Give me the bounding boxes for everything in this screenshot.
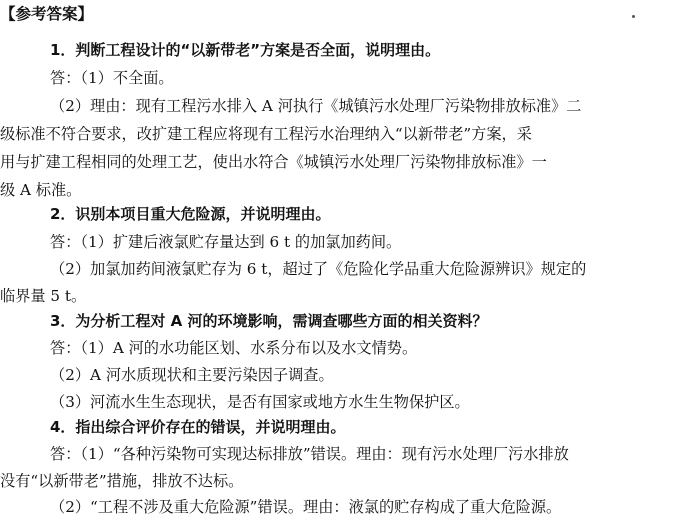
answer-3-line-1: 答：（1）A 河的水功能区划、水系分布以及水文情势。 xyxy=(50,339,418,357)
answer-1-line-3: 级标准不符合要求，改扩建工程应将现有工程污水治理纳入“以新带老”方案，采 xyxy=(0,125,532,143)
question-1-heading: 1．判断工程设计的“以新带老”方案是否全面，说明理由。 xyxy=(50,41,441,59)
document-title: 【参考答案】 xyxy=(0,5,94,23)
question-4-heading: 4．指出综合评价存在的错误，并说明理由。 xyxy=(50,418,346,436)
answer-1-line-5: 级 A 标准。 xyxy=(0,181,82,199)
answer-2-line-3: 临界量 5 t。 xyxy=(0,287,87,305)
answer-1-line-2: （2）理由：现有工程污水排入 A 河执行《城镇污水处理厂污染物排放标准》二 xyxy=(50,97,582,115)
answer-2-line-1: 答：（1）扩建后液氯贮存量达到 6 t 的加氯加药间。 xyxy=(50,233,402,251)
speck-mark xyxy=(632,15,635,18)
answer-4-line-1: 答：（1）“各种污染物可实现达标排放”错误。理由：现有污水处理厂污水排放 xyxy=(50,445,569,463)
question-2-heading: 2．识别本项目重大危险源，并说明理由。 xyxy=(50,205,331,223)
answer-2-line-2: （2）加氯加药间液氯贮存为 6 t，超过了《危险化学品重大危险源辨识》规定的 xyxy=(50,260,587,278)
question-3-heading: 3．为分析工程对 A 河的环境影响，需调查哪些方面的相关资料？ xyxy=(50,312,488,330)
answer-3-line-2: （2）A 河水质现状和主要污染因子调查。 xyxy=(50,366,334,384)
answer-1-line-1: 答：（1）不全面。 xyxy=(50,69,174,87)
answer-3-line-3: （3）河流水生生态现状，是否有国家或地方水生生物保护区。 xyxy=(50,393,470,411)
answer-4-line-3: （2）“工程不涉及重大危险源”错误。理由：液氯的贮存构成了重大危险源。 xyxy=(50,498,562,516)
answer-1-line-4: 用与扩建工程相同的处理工艺，使出水符合《城镇污水处理厂污染物排放标准》一 xyxy=(0,153,547,171)
answer-4-line-2: 没有“以新带老”措施，排放不达标。 xyxy=(0,472,244,490)
